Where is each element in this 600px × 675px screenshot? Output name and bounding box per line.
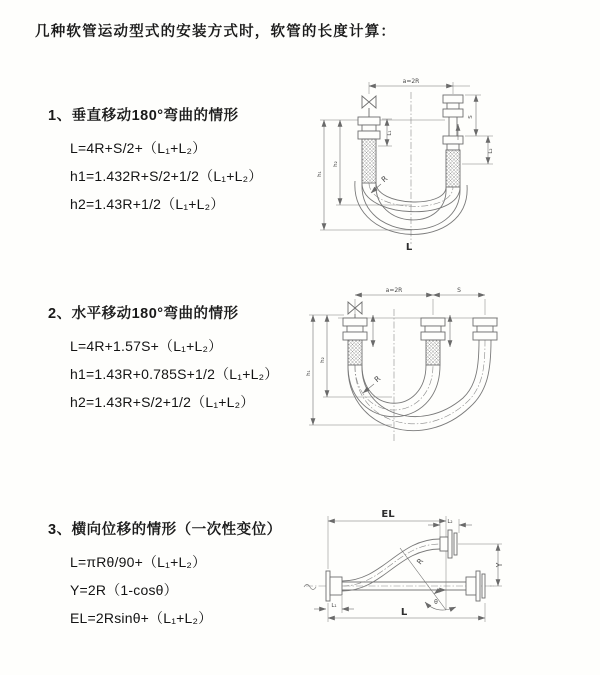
centerline-break-mark bbox=[304, 585, 316, 590]
page-title: 几种软管运动型式的安装方式时，软管的长度计算： bbox=[35, 24, 397, 40]
dim-l1 bbox=[314, 596, 354, 613]
hose-u-curves bbox=[348, 340, 491, 431]
section-3-heading: 3、横向位移的情形（一次性变位） bbox=[48, 522, 282, 538]
right-fitting-lower-position bbox=[443, 136, 463, 187]
left-flange bbox=[326, 571, 342, 601]
radius-label: R bbox=[414, 556, 426, 567]
dim-label-a2r: a=2R bbox=[402, 78, 420, 85]
dim-a2r-and-s bbox=[355, 287, 485, 315]
radius-label: R bbox=[372, 373, 383, 385]
valve-icon bbox=[362, 96, 376, 117]
formula-h2: h2=1.43R+S/2+1/2（L₁+L₂） bbox=[70, 394, 255, 410]
dim-label-s: S bbox=[468, 115, 474, 119]
braided-hose-section bbox=[446, 150, 460, 187]
dim-label-l1: L₁ bbox=[331, 603, 337, 609]
section-1-heading: 1、垂直移动180°弯曲的情形 bbox=[48, 108, 239, 124]
dim-label-l: L bbox=[400, 607, 408, 618]
theta-angle bbox=[425, 590, 456, 610]
dim-label-h1: h₁ bbox=[317, 171, 323, 177]
diagram-lateral-displacement bbox=[298, 503, 600, 658]
dim-el bbox=[328, 509, 446, 610]
dim-label-h2: h₂ bbox=[320, 357, 326, 363]
dim-a2r bbox=[369, 78, 470, 94]
formula-length: L=4R+1.57S+（L₁+L₂） bbox=[70, 338, 223, 354]
radius-line bbox=[400, 548, 446, 610]
dim-label-l2: L₂ bbox=[488, 148, 494, 154]
dim-l bbox=[328, 603, 485, 622]
dim-label-y: Y bbox=[495, 562, 504, 568]
s-curve-hose bbox=[342, 539, 440, 591]
right-fitting-upper-position bbox=[443, 95, 463, 136]
braided-hose-section bbox=[426, 340, 440, 365]
section-lateral-displacement bbox=[48, 518, 282, 632]
upper-right-flange-moved-position bbox=[440, 530, 457, 558]
section-horizontal-move bbox=[48, 302, 278, 416]
dim-label-s: S bbox=[457, 287, 461, 294]
dim-s bbox=[465, 95, 493, 136]
diagram-vertical-move-180-bend bbox=[300, 72, 565, 257]
middle-fitting-original-position bbox=[421, 318, 445, 365]
diagram-horizontal-move-180-bend bbox=[300, 285, 570, 450]
dim-label-l2: L₂ bbox=[447, 519, 453, 525]
dim-y bbox=[458, 544, 504, 586]
dim-label-a2r: a=2R bbox=[385, 287, 403, 294]
dim-label-el: EL bbox=[381, 509, 395, 520]
formula-h2: h2=1.43R+1/2（L₁+L₂） bbox=[70, 196, 225, 212]
lower-right-flange-original-position bbox=[466, 571, 485, 601]
section-2-heading: 2、水平移动180°弯曲的情形 bbox=[48, 306, 239, 322]
theta-label: θ bbox=[434, 599, 438, 606]
left-fitting bbox=[358, 117, 380, 183]
dim-label-h2: h₂ bbox=[333, 161, 339, 167]
formula-length: L=4R+S/2+（L₁+L₂） bbox=[70, 140, 207, 156]
left-fitting bbox=[343, 318, 367, 365]
right-fitting-moved-position bbox=[473, 318, 497, 340]
dim-label-l1: L₁ bbox=[387, 130, 393, 136]
length-label: L bbox=[405, 242, 413, 253]
braided-hose-section bbox=[348, 340, 362, 365]
radius-leader bbox=[363, 374, 382, 393]
dim-l2 bbox=[462, 136, 494, 164]
dim-label-h1: h₁ bbox=[306, 370, 312, 376]
formula-length: L=πRθ/90+（L₁+L₂） bbox=[70, 554, 207, 570]
formula-h1: h1=1.43R+0.785S+1/2（L₁+L₂） bbox=[70, 366, 279, 382]
radius-label: R bbox=[379, 173, 390, 185]
formula-el: EL=2Rsinθ+（L₁+L₂） bbox=[70, 610, 213, 626]
formula-h1: h1=1.432R+S/2+1/2（L₁+L₂） bbox=[70, 168, 263, 184]
section-vertical-move bbox=[48, 104, 262, 218]
braided-hose-section bbox=[362, 139, 376, 183]
formula-y: Y=2R（1-cosθ） bbox=[70, 582, 178, 598]
